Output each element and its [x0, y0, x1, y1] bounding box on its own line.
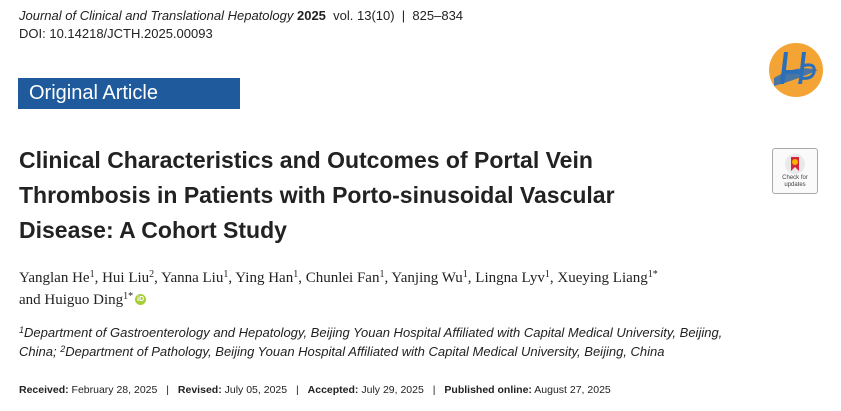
revised-label: Revised: [177, 384, 222, 396]
check-for-updates-label: Check for updates [782, 175, 808, 188]
author-name[interactable]: Chunlei Fan [305, 270, 380, 286]
author-name[interactable]: Yanglan He [19, 270, 90, 286]
article-title [19, 143, 719, 248]
journal-citation [19, 8, 463, 24]
author-line: Yanglan He$^1$, Hui Liu$^2$, Yanna Liu$^1$, Ying Han$^1$, Chunlei Fan$^1$, Yanjing Wu$^1$, Lingna Lyv$^1$, Xueying Liang$^{1*}$ [19, 269, 658, 286]
author-affiliation: 1 [544, 269, 550, 280]
published-label: Published online: [444, 384, 532, 396]
affiliations [19, 323, 824, 361]
author-name[interactable]: Lingna Lyv [475, 270, 545, 286]
author-name[interactable]: Xueying Liang [557, 270, 648, 286]
author-name[interactable]: Hui Liu [102, 270, 150, 286]
author-affiliation: 1* [647, 269, 658, 280]
revised-date: July 05, 2025 [224, 384, 288, 396]
article-dates: Received: February 28, 2025 | Revised: July 05, 2025 | Accepted: July 29, 2025 | Published online: August 27, 2025 [19, 384, 611, 396]
author-affiliation: 1 [462, 269, 468, 280]
citation-separator: | [401, 8, 406, 23]
author-affiliation: 1 [89, 269, 95, 280]
affiliation-line: $^1$Department of Gastroenterology and Hepatology, Beijing Youan Hospital Affiliated with Capital Medical University, Beijing, [19, 325, 723, 340]
journal-year: 2025 [296, 8, 326, 23]
crossmark-icon [784, 153, 806, 175]
author-name[interactable]: Huiguo Ding [44, 292, 124, 308]
orcid-icon[interactable]: iD [137, 296, 145, 303]
journal-name: Journal of Clinical and Translational Hepatology [19, 8, 294, 23]
title-line: Disease: A Cohort Study [19, 217, 287, 243]
author-affiliation: 2 [149, 269, 155, 280]
author-affiliation: 1 [293, 269, 299, 280]
author-affiliation: 1 [379, 269, 385, 280]
page-range: 825–834 [412, 8, 464, 23]
author-affiliation: 1* [123, 291, 134, 302]
received-date: February 28, 2025 [71, 384, 158, 396]
article-type-banner: Original Article [18, 78, 240, 109]
author-line: and Huiguo Ding$^{1*}$ iD [19, 291, 145, 308]
received-label: Received: [19, 384, 69, 396]
published-date: August 27, 2025 [534, 384, 611, 396]
journal-logo-icon [766, 40, 826, 100]
author-list [19, 267, 819, 311]
author-affiliation: 1 [223, 269, 229, 280]
accepted-label: Accepted: [307, 384, 359, 396]
volume-issue: vol. 13(10) [333, 8, 395, 23]
doi[interactable]: DOI: 10.14218/JCTH.2025.00093 [19, 26, 213, 41]
author-name[interactable]: Ying Han [235, 270, 294, 286]
affiliation-line: China; $^2$Department of Pathology, Beijing Youan Hospital Affiliated with Capital Medical University, Beijing, China [19, 344, 665, 359]
author-name[interactable]: Yanna Liu [161, 270, 224, 286]
check-for-updates-button[interactable] [772, 148, 818, 194]
title-line: Thrombosis in Patients with Porto-sinusoidal Vascular [19, 182, 615, 208]
author-name[interactable]: Yanjing Wu [391, 270, 463, 286]
accepted-date: July 29, 2025 [361, 384, 424, 396]
title-line: Clinical Characteristics and Outcomes of Portal Vein [19, 147, 593, 173]
